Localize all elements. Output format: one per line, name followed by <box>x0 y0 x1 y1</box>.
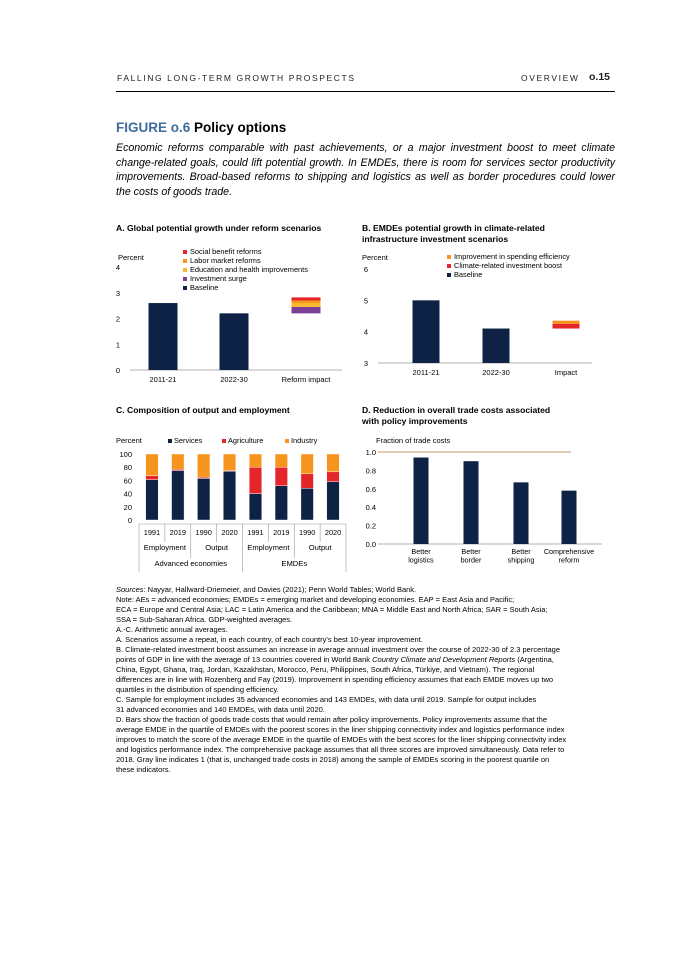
x-tick-label: shipping <box>507 555 535 565</box>
bar-impact-segment <box>292 297 321 300</box>
y-tick-label: 1.0 <box>365 448 376 457</box>
x-tick-label: 2020 <box>221 528 238 537</box>
bar-segment <box>249 454 262 467</box>
bar-baseline <box>149 303 178 370</box>
legend-label: Education and health improvements <box>190 265 308 274</box>
note-line: C. Sample for employment includes 35 advanced economies and 143 EMDEs, with data until 2019. Sample for output includes <box>116 695 537 704</box>
legend-swatch <box>183 259 187 263</box>
running-header-section: OVERVIEW <box>521 73 580 83</box>
legend-swatch <box>183 268 187 272</box>
bar-impact-segment <box>553 324 580 329</box>
x-tick-label: reform <box>558 555 580 565</box>
bar-segment <box>146 480 159 520</box>
x-tick-label: 2020 <box>324 528 342 537</box>
panel-d-title <box>362 405 550 427</box>
bar-segment <box>301 474 314 489</box>
y-tick-label: 80 <box>123 463 132 473</box>
bar-segment <box>223 454 236 471</box>
running-header-title: FALLING LONG-TERM GROWTH PROSPECTS <box>117 73 356 83</box>
bar <box>514 482 529 544</box>
note-line: China, Egypt, Ghana, Iraq, Jordan, Kazakhstan, Morocco, Peru, Philippines, South Africa, Türkiye, and Vietnam). The regional <box>116 665 535 674</box>
x-tick-label: 1991 <box>247 528 264 537</box>
bar <box>562 491 577 544</box>
note-line: improves to match the score of the average EMDE in the quartile of EMDEs with the best scores for the liner shipping connectivity index <box>116 735 567 744</box>
group-label: Employment <box>143 543 186 552</box>
y-tick-label: 3 <box>363 359 368 368</box>
legend-label: Investment surge <box>190 274 247 283</box>
legend-swatch <box>168 439 172 443</box>
x-tick-label: 1991 <box>143 528 161 537</box>
bar-segment <box>327 482 340 520</box>
bar-segment <box>275 454 288 467</box>
bar-segment <box>249 467 262 493</box>
figure-number: FIGURE o.6 <box>116 120 191 135</box>
y-axis-label: Fraction of trade costs <box>376 436 451 445</box>
note-line: Note: AEs = advanced economies; EMDEs = emerging market and developing economies. EAP = East Asia and Pacific; <box>116 595 515 604</box>
y-tick-label: 4 <box>363 327 368 337</box>
figure-title <box>116 120 286 135</box>
y-axis-label: Percent <box>116 436 142 445</box>
note-line: differences are in line with Rozenberg and Fay (2019). Improvement in spending efficiency assumes that each EMDE moves up two <box>116 675 554 684</box>
y-tick-label: 0.2 <box>365 521 376 531</box>
bar <box>464 461 479 544</box>
bar-impact-segment <box>292 303 321 307</box>
y-tick-label: 1 <box>115 340 120 350</box>
y-tick-label: 0.6 <box>365 484 376 494</box>
note-line: 2018. Gray line indicates 1 (that is, unchanged trade costs in 2018) among the sample of EMDEs scoring in the poorest quartile on <box>116 755 550 764</box>
bar-baseline <box>413 300 440 363</box>
super-group-label: Advanced economies <box>154 559 228 568</box>
x-tick-label: 2019 <box>273 528 290 537</box>
chart-b <box>356 245 596 385</box>
bar-segment <box>301 488 314 520</box>
note-line: SSA = Sub-Saharan Africa. GDP-weighted averages. <box>116 615 293 624</box>
bar-segment <box>172 471 185 521</box>
note-line <box>116 655 618 665</box>
bar-impact-segment <box>553 321 580 324</box>
legend-swatch <box>183 250 187 254</box>
bar-baseline <box>220 313 249 370</box>
bar-segment <box>275 486 288 520</box>
bar-segment <box>275 467 288 485</box>
note-line: these indicators. <box>116 765 171 774</box>
legend-swatch <box>285 439 289 443</box>
y-tick-label: 0 <box>115 366 120 375</box>
note-line: average EMDE in the quartile of EMDEs with the poorest scores in the liner shipping connectivity index and logistics performance index <box>116 725 565 734</box>
x-tick-label: 1990 <box>195 528 212 537</box>
note-line: D. Bars show the fraction of goods trade costs that would remain after policy improvements. Policy improvements assume that the <box>116 715 548 724</box>
panel-d-title-line2: with policy improvements <box>362 416 468 426</box>
bar-baseline <box>483 329 510 363</box>
x-tick-label: 1990 <box>298 528 316 537</box>
legend-swatch <box>447 255 451 259</box>
x-tick-label: 2022-30 <box>220 375 248 384</box>
panel-a-title: A. Global potential growth under reform scenarios <box>116 223 322 233</box>
chart-c <box>110 432 350 572</box>
x-tick-label: 2019 <box>169 528 187 537</box>
y-tick-label: 40 <box>123 489 132 499</box>
figure-notes <box>116 585 618 775</box>
legend-label: Labor market reforms <box>190 256 261 265</box>
legend-swatch <box>222 439 226 443</box>
note-line: 31 advanced economies and 140 EMDEs, with data until 2020. <box>116 705 325 714</box>
bar-segment <box>223 471 236 520</box>
bar-segment <box>197 454 210 477</box>
legend-label: Improvement in spending efficiency <box>454 252 570 261</box>
legend-swatch <box>183 277 187 281</box>
x-tick-label: Impact <box>554 368 578 377</box>
bar-segment <box>249 494 262 520</box>
x-tick-label: 2011-21 <box>412 368 440 377</box>
legend-label: Agriculture <box>228 436 264 445</box>
legend-label: Baseline <box>454 270 483 279</box>
note-line: A. Scenarios assume a repeat, in each country, of each country's best 10-year improvement. <box>116 635 423 644</box>
bar-segment <box>172 454 185 469</box>
panel-b-title <box>362 223 545 245</box>
y-tick-label: 3 <box>115 288 120 298</box>
bar-impact-segment <box>292 307 321 313</box>
y-tick-label: 0.8 <box>365 466 376 476</box>
note-line: B. Climate-related investment boost assumes an increase in average annual investment over the course of 2022-30 of 2.3 percentage <box>116 645 561 654</box>
report-title: Country Climate and Development Reports <box>372 655 516 664</box>
bar-segment <box>146 454 159 476</box>
x-tick-label: Better <box>461 547 481 556</box>
y-axis-label: Percent <box>362 253 388 262</box>
group-label: Output <box>308 543 332 552</box>
figure-title-text: Policy options <box>194 120 287 135</box>
y-tick-label: 2 <box>115 314 120 324</box>
x-tick-label: 2011-21 <box>149 375 177 384</box>
x-tick-label: logistics <box>408 555 434 565</box>
y-tick-label: 0 <box>127 516 132 525</box>
bar-segment <box>327 454 340 472</box>
y-tick-label: 100 <box>119 450 132 459</box>
x-tick-label: Comprehensive <box>543 547 595 556</box>
chart-d <box>356 432 606 572</box>
chart-a <box>110 245 350 390</box>
group-label: Output <box>205 543 229 552</box>
group-label: Employment <box>247 543 290 552</box>
x-tick-label: Reform impact <box>281 375 331 384</box>
legend-label: Baseline <box>190 283 219 292</box>
bar-segment <box>197 478 210 520</box>
x-tick-label: Better <box>411 547 431 556</box>
legend-label: Services <box>174 436 203 445</box>
bar-segment <box>146 476 159 480</box>
note-line: ECA = Europe and Central Asia; LAC = Latin America and the Caribbean; MNA = Middle East and North Africa; SAR = South Asia; <box>116 605 548 614</box>
legend-swatch <box>447 264 451 268</box>
bar-segment <box>301 454 314 474</box>
bar-impact-segment <box>292 300 321 303</box>
legend-label: Climate-related investment boost <box>454 261 563 270</box>
bar <box>414 458 429 544</box>
note-text: (Argentina, <box>515 655 554 664</box>
y-tick-label: 0.0 <box>365 540 376 549</box>
sources-label: Sources <box>116 585 144 594</box>
legend-label: Social benefit reforms <box>190 247 262 256</box>
y-tick-label: 20 <box>123 502 132 512</box>
figure-description: Economic reforms comparable with past achievements, or a major investment boost to meet climate change-related goals, could lift potential growth. In EMDEs, there is room for services sector productivity improvements. Broad-based reforms to shipping and logistics as well as border procedures could lower the costs of goods trade. <box>116 142 615 198</box>
x-tick-label: border <box>460 555 482 565</box>
panel-c-title: C. Composition of output and employment <box>116 405 290 415</box>
bar-segment <box>327 472 340 482</box>
panel-b-title-line1: B. EMDEs potential growth in climate-related <box>362 223 545 233</box>
note-line: and logistics performance index. The comprehensive package assumes that all three scores are improved simultaneously. Data refer to <box>116 745 565 754</box>
legend-swatch <box>447 273 451 277</box>
y-axis-label: Percent <box>118 253 144 262</box>
y-tick-label: 4 <box>115 263 120 272</box>
header-rule <box>116 91 615 92</box>
page-number: o.15 <box>589 71 611 83</box>
x-tick-label: Better <box>511 547 531 556</box>
legend-label: Industry <box>291 436 318 445</box>
x-tick-label: 2022-30 <box>482 368 510 377</box>
panel-d-title-line1: D. Reduction in overall trade costs associated <box>362 405 551 415</box>
super-group-label: EMDEs <box>281 559 308 568</box>
legend-swatch <box>183 286 187 290</box>
y-tick-label: 0.4 <box>365 503 376 513</box>
note-text: points of GDP in line with the average of 13 countries covered in World Bank <box>116 655 373 664</box>
note-line: quartiles in the distribution of spending efficiency. <box>116 685 279 694</box>
note-line: A.-C. Arithmetic annual averages. <box>116 625 228 634</box>
sources-line <box>116 585 618 595</box>
y-tick-label: 5 <box>363 296 368 306</box>
sources-text: : Nayyar, Hallward-Driemeier, and Davies (2021); Penn World Tables; World Bank. <box>143 585 417 594</box>
y-tick-label: 60 <box>123 476 132 486</box>
panel-b-title-line2: infrastructure investment scenarios <box>362 234 509 244</box>
y-tick-label: 6 <box>363 265 368 274</box>
